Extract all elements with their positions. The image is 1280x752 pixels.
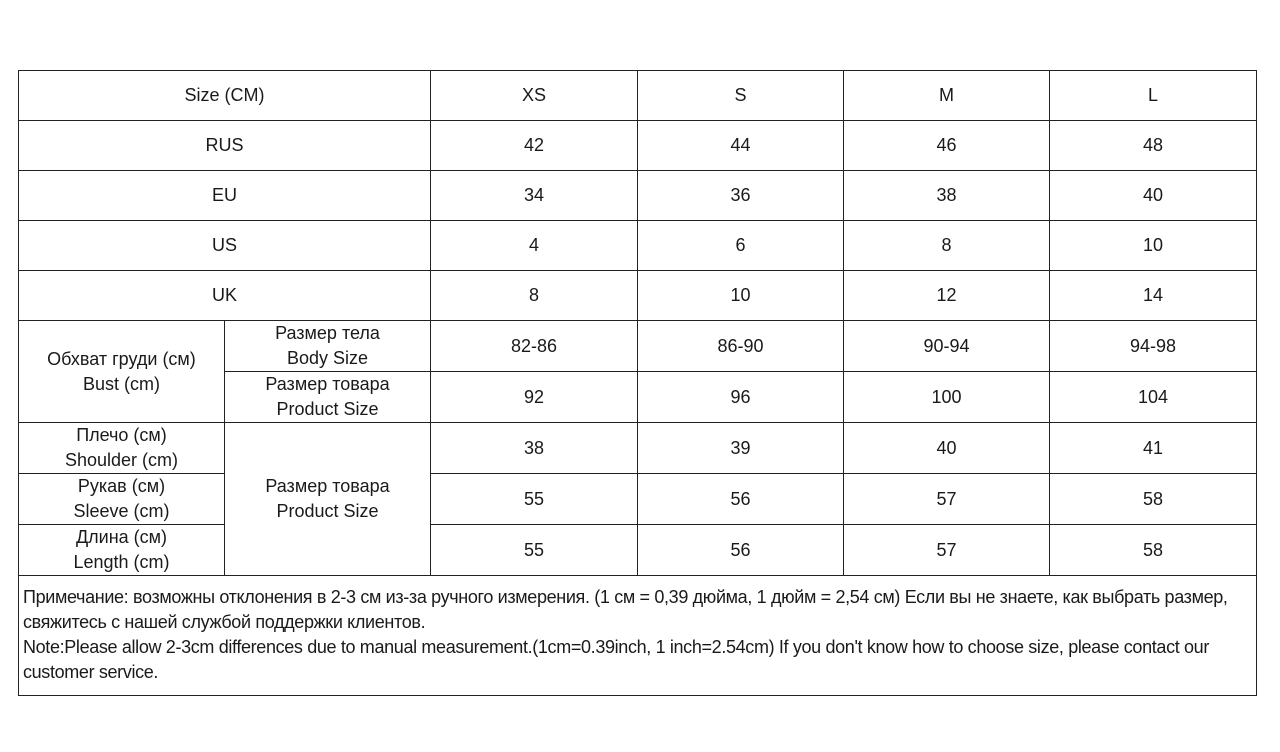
us-label: US (19, 221, 431, 271)
rus-xs: 42 (431, 121, 638, 171)
length-label (19, 525, 225, 576)
sleeve-label-ru: Рукав (см) (77, 476, 166, 496)
shoulder-m: 40 (844, 423, 1050, 474)
bust-body-xs: 82-86 (431, 321, 638, 372)
us-l: 10 (1050, 221, 1257, 271)
sleeve-l: 58 (1050, 474, 1257, 525)
eu-label: EU (19, 171, 431, 221)
product-size-label (225, 423, 431, 576)
length-label-ru: Длина (см) (75, 527, 168, 547)
uk-l: 14 (1050, 271, 1257, 321)
bust-label-ru: Обхват груди (см) (47, 348, 196, 369)
uk-s: 10 (638, 271, 844, 321)
bust-product-xs: 92 (431, 372, 638, 423)
size-chart-table (18, 70, 1257, 696)
bust-body-s: 86-90 (638, 321, 844, 372)
uk-xs: 8 (431, 271, 638, 321)
shoulder-label (19, 423, 225, 474)
note-english: Note:Please allow 2-3cm differences due to manual measurement.(1cm=0.39inch, 1 inch=2.54cm) If you don't know how to choose size, please contact our customer service. (23, 637, 1209, 682)
body-size-label (225, 321, 431, 372)
body-size-label-ru: Размер тела (275, 323, 380, 343)
sleeve-m: 57 (844, 474, 1050, 525)
length-s: 56 (638, 525, 844, 576)
bust-body-m: 90-94 (844, 321, 1050, 372)
bust-body-l: 94-98 (1050, 321, 1257, 372)
note-row (19, 576, 1257, 696)
body-size-label-en: Body Size (286, 348, 369, 368)
eu-m: 38 (844, 171, 1050, 221)
eu-l: 40 (1050, 171, 1257, 221)
bust-product-s: 96 (638, 372, 844, 423)
eu-xs: 34 (431, 171, 638, 221)
length-xs: 55 (431, 525, 638, 576)
eu-row (19, 171, 1257, 221)
rus-m: 46 (844, 121, 1050, 171)
rus-s: 44 (638, 121, 844, 171)
measurement-note (19, 576, 1257, 696)
uk-label: UK (19, 271, 431, 321)
sleeve-xs: 55 (431, 474, 638, 525)
bust-product-l: 104 (1050, 372, 1257, 423)
us-xs: 4 (431, 221, 638, 271)
size-s-header: S (638, 71, 844, 121)
shoulder-l: 41 (1050, 423, 1257, 474)
length-m: 57 (844, 525, 1050, 576)
sleeve-label (19, 474, 225, 525)
size-xs-header: XS (431, 71, 638, 121)
uk-m: 12 (844, 271, 1050, 321)
us-row (19, 221, 1257, 271)
rus-label: RUS (19, 121, 431, 171)
shoulder-xs: 38 (431, 423, 638, 474)
note-russian: Примечание: возможны отклонения в 2-3 см из-за ручного измерения. (1 см = 0,39 дюйма, 1 дюйм = 2,54 см) Если вы не знаете, как выбрать размер, свяжитесь с нашей службой поддержки клиентов. (23, 587, 1228, 632)
bust-label-en: Bust (cm) (82, 373, 160, 394)
length-label-en: Length (cm) (73, 552, 170, 572)
eu-s: 36 (638, 171, 844, 221)
product-size-label-ru: Размер товара (265, 476, 390, 496)
shoulder-label-en: Shoulder (cm) (64, 450, 179, 470)
size-cm-header: Size (CM) (19, 71, 431, 121)
shoulder-row (19, 423, 1257, 474)
sleeve-label-en: Sleeve (cm) (73, 501, 170, 521)
sleeve-s: 56 (638, 474, 844, 525)
sleeve-row (19, 474, 1257, 525)
rus-l: 48 (1050, 121, 1257, 171)
size-l-header: L (1050, 71, 1257, 121)
us-m: 8 (844, 221, 1050, 271)
uk-row (19, 271, 1257, 321)
bust-product-m: 100 (844, 372, 1050, 423)
length-l: 58 (1050, 525, 1257, 576)
bust-product-size-label (225, 372, 431, 423)
shoulder-label-ru: Плечо (см) (76, 425, 167, 445)
bust-product-size-label-en: Product Size (276, 399, 379, 419)
size-m-header: M (844, 71, 1050, 121)
product-size-label-en: Product Size (276, 501, 379, 521)
shoulder-s: 39 (638, 423, 844, 474)
bust-product-size-label-ru: Размер товара (265, 374, 390, 394)
bust-label (19, 321, 225, 423)
header-row (19, 71, 1257, 121)
rus-row (19, 121, 1257, 171)
length-row (19, 525, 1257, 576)
bust-body-row (19, 321, 1257, 372)
us-s: 6 (638, 221, 844, 271)
